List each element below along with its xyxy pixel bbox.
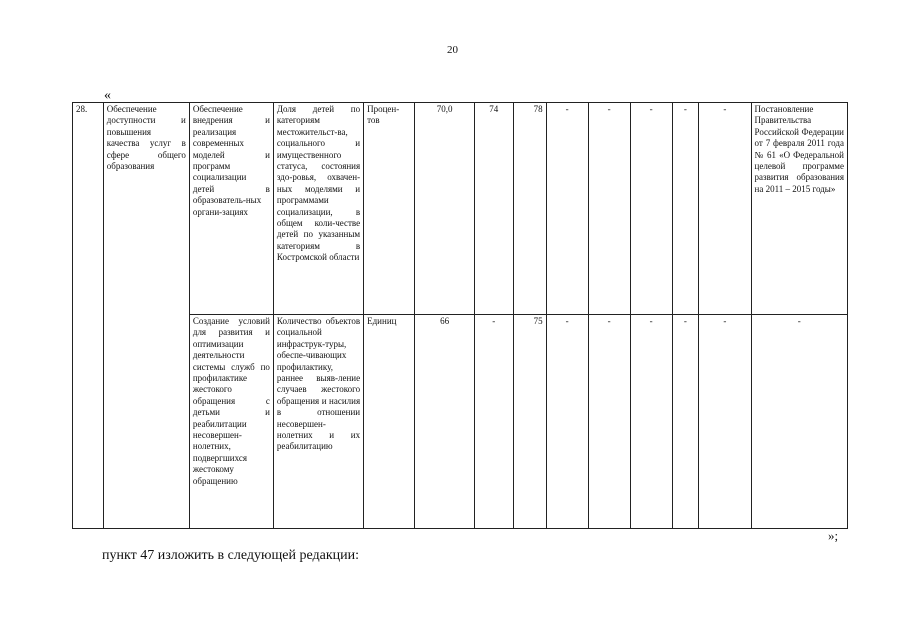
table-row — [73, 103, 848, 315]
value-cell: 70,0 — [415, 103, 474, 315]
value-cell: 66 — [415, 315, 474, 529]
goal-cell: Обеспечение доступности и повышения качества услуг в сфере общего образования — [103, 103, 189, 529]
value-cell: - — [546, 315, 588, 529]
value-cell: - — [588, 315, 630, 529]
unit-cell: Единиц — [364, 315, 415, 529]
indicator-cell: Количество объектов социальной инфраструк-туры, обеспе-чивающих профилактику, раннее выяв-ление случаев жестокого обращения и насилия в отношении несовершен-нолетних и их реабилитацию — [273, 315, 363, 529]
value-cell: - — [672, 315, 699, 529]
value-cell: 78 — [513, 103, 546, 315]
value-cell: - — [699, 315, 751, 529]
value-cell: 75 — [513, 315, 546, 529]
value-cell: - — [588, 103, 630, 315]
task-cell: Обеспечение внедрения и реализация современных моделей и программ социализации детей в образователь-ных органи-зациях — [189, 103, 273, 315]
unit-cell: Процен-тов — [364, 103, 415, 315]
task-cell: Создание условий для развития и оптимизации деятельности системы служб по профилактике жестокого обращения с детьми и реабилитации несовершен-нолетних, подвергшихся жестокому обращению — [189, 315, 273, 529]
value-cell: - — [672, 103, 699, 315]
value-cell: - — [474, 315, 513, 529]
opening-quote-mark: « — [104, 88, 111, 103]
closing-quote-mark: »; — [828, 528, 839, 543]
value-cell: - — [630, 103, 672, 315]
instruction-text: пункт 47 изложить в следующей редакции: — [102, 548, 359, 563]
table-row — [73, 315, 848, 529]
legal-basis-cell: - — [751, 315, 847, 529]
row-number: 28. — [73, 103, 104, 529]
value-cell: - — [546, 103, 588, 315]
value-cell: 74 — [474, 103, 513, 315]
page-number: 20 — [447, 44, 458, 56]
targets-table — [72, 102, 848, 529]
legal-basis-cell: Постановление Правительства Российской Федерации от 7 февраля 2011 года № 61 «О Федеральной целевой программе развития образования на 2011 – 2015 годы» — [751, 103, 847, 315]
value-cell: - — [699, 103, 751, 315]
indicator-cell: Доля детей по категориям местожительст-ва, социального и имущественного статуса, состояния здо-ровья, охвачен-ных моделями и программами социализации, в общем коли-честве детей по указанным категориям в Костромской области — [273, 103, 363, 315]
value-cell: - — [630, 315, 672, 529]
